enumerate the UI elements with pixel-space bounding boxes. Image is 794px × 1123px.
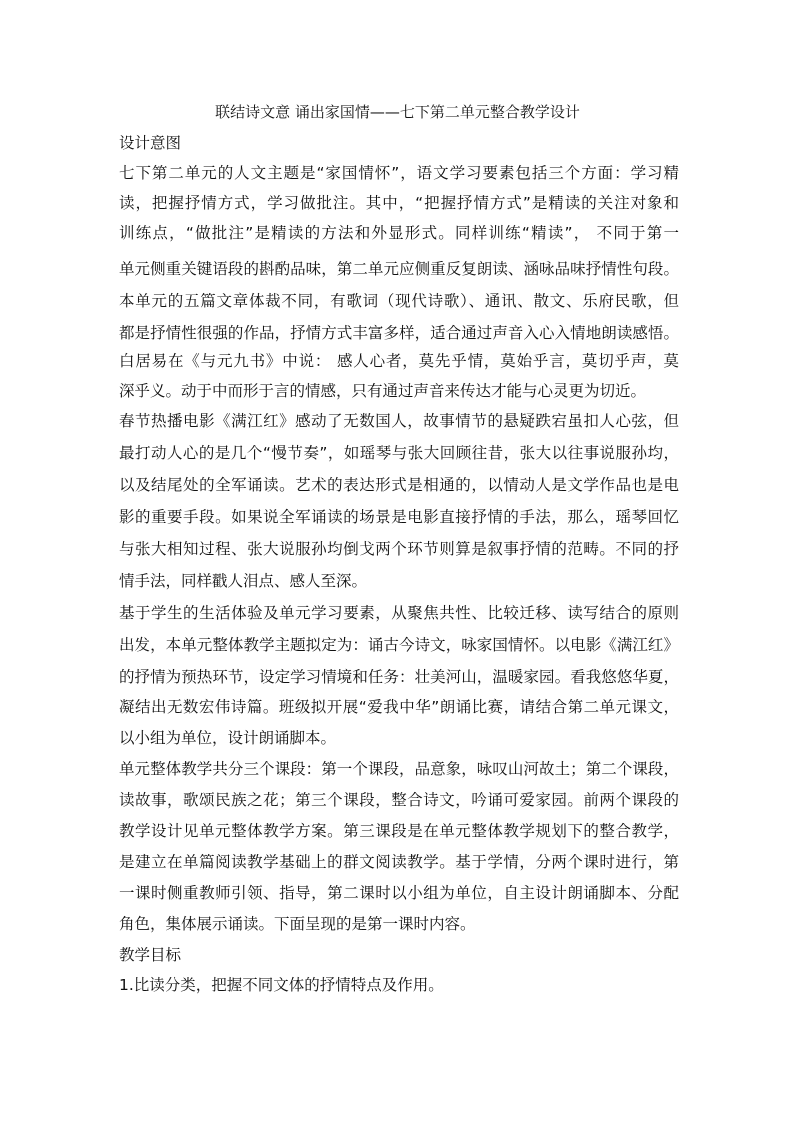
paragraph-line: 以及结尾处的全军诵读。艺术的表达形式是相通的，以情动人是文学作品也是电 bbox=[119, 476, 679, 494]
paragraph-line: 读故事，歌颂民族之花；第三个课段，整合诗文，吟诵可爱家园。前两个课段的 bbox=[119, 791, 679, 809]
paragraph-line: 都是抒情性很强的作品，抒情方式丰富多样，适合通过声音入心入情地朗读感悟。 bbox=[119, 324, 679, 342]
paragraph-line: 的抒情为预热环节，设定学习情境和任务：壮美河山，温暖家园。看我悠悠华夏， bbox=[119, 668, 679, 686]
paragraph-line: 本单元的五篇文章体裁不同，有歌词（现代诗歌）、通讯、散文、乐府民歌，但 bbox=[119, 292, 679, 310]
paragraph-line: 基于学生的生活体验及单元学习要素，从聚焦共性、比较迁移、读写结合的原则 bbox=[119, 604, 679, 622]
document-title: 联结诗文意 诵出家国情——七下第二单元整合教学设计 bbox=[215, 103, 580, 121]
paragraph-line: 出发，本单元整体教学主题拟定为：诵古今诗文，咏家国情怀。以电影《满江红》 bbox=[119, 636, 679, 654]
goal-item: 1.比读分类，把握不同文体的抒情特点及作用。 bbox=[119, 976, 444, 994]
paragraph-line: 单元整体教学共分三个课段：第一个课段，品意象，咏叹山河故土；第二个课段， bbox=[119, 760, 679, 778]
paragraph-line: 影的重要手段。如果说全军诵读的场景是电影直接抒情的手法，那么，瑶琴回忆 bbox=[119, 508, 679, 526]
paragraph-line: 训练点，“做批注”是精读的方法和外显形式。同样训练“精读”， 不同于第一 bbox=[119, 224, 679, 242]
paragraph-line: 读，把握抒情方式，学习做批注。其中，“把握抒情方式”是精读的关注对象和 bbox=[119, 194, 679, 212]
paragraph-line: 一课时侧重教师引领、指导，第二课时以小组为单位，自主设计朗诵脚本、分配 bbox=[119, 884, 679, 902]
paragraph-line: 与张大相知过程、张大说服孙均倒戈两个环节则算是叙事抒情的范畴。不同的抒 bbox=[119, 540, 679, 558]
paragraph-line: 七下第二单元的人文主题是“家国情怀”，语文学习要素包括三个方面：学习精 bbox=[119, 164, 679, 182]
paragraph-line: 单元侧重关键语段的斟酌品味，第二单元应侧重反复朗读、涵咏品味抒情性句段。 bbox=[119, 260, 679, 278]
paragraph-line: 情手法，同样戳人泪点、感人至深。 bbox=[119, 572, 368, 590]
paragraph-line: 是建立在单篇阅读教学基础上的群文阅读教学。基于学情，分两个课时进行，第 bbox=[119, 853, 679, 871]
paragraph-line: 深乎义。动于中而形于言的情感，只有通过声音来传达才能与心灵更为切近。 bbox=[119, 382, 647, 400]
paragraph-line: 以小组为单位，设计朗诵脚本。 bbox=[119, 729, 337, 747]
paragraph-line: 白居易在《与元九书》中说： 感人心者，莫先乎情，莫始乎言，莫切乎声，莫 bbox=[119, 352, 679, 370]
paragraph-line: 角色，集体展示诵读。下面呈现的是第一课时内容。 bbox=[119, 915, 476, 933]
paragraph-line: 凝结出无数宏伟诗篇。班级拟开展“爱我中华”朗诵比赛，请结合第二单元课文， bbox=[119, 698, 679, 716]
paragraph-line: 最打动人心的是几个“慢节奏”，如瑶琴与张大回顾往昔，张大以往事说服孙均， bbox=[119, 444, 679, 462]
section-heading-design-intent: 设计意图 bbox=[119, 134, 182, 152]
paragraph-line: 春节热播电影《满江红》感动了无数国人，故事情节的悬疑跌宕虽扣人心弦，但 bbox=[119, 412, 679, 430]
paragraph-line: 教学设计见单元整体教学方案。第三课段是在单元整体教学规划下的整合教学， bbox=[119, 822, 679, 840]
section-heading-teaching-goals: 教学目标 bbox=[119, 946, 182, 964]
